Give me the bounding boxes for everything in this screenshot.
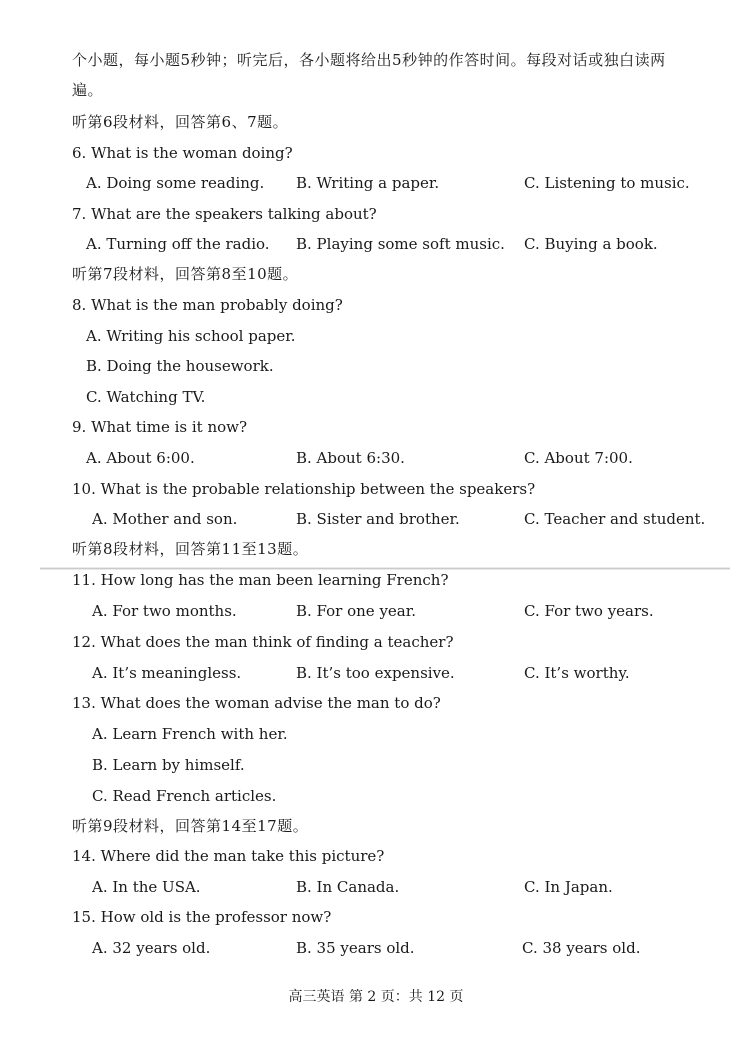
intro-line-2: 遍。 (72, 81, 104, 99)
question-14: 14. Where did the man take this picture? (72, 847, 385, 865)
question-11: 11. How long has the man been learning French? (72, 571, 449, 589)
question-14-option-b: B. In Canada. (296, 878, 400, 896)
question-12-option-b: B. It’s too expensive. (296, 664, 455, 682)
intro-line-1: 个小题，每小题5秒钟；听完后，各小题将给出5秒钟的作答时间。每段对话或独白读两 (72, 51, 666, 69)
question-13-option-c: C. Read French articles. (92, 787, 277, 805)
question-12-option-c: C. It’s worthy. (524, 664, 630, 682)
question-6-option-b: B. Writing a paper. (296, 174, 440, 192)
section-heading-8: 听第8段材料，回答第11至13题。 (72, 540, 309, 558)
question-13: 13. What does the woman advise the man to do? (72, 694, 441, 712)
question-8-option-b: B. Doing the housework. (86, 357, 274, 375)
question-13-option-a: A. Learn French with her. (92, 725, 288, 743)
page-footer: 高三英语 第 2 页：共 12 页 (288, 989, 464, 1005)
question-11-option-a: A. For two months. (92, 602, 237, 620)
question-11-option-b: B. For one year. (296, 602, 417, 620)
question-6-option-c: C. Listening to music. (524, 174, 690, 192)
question-12: 12. What does the man think of finding a teacher? (72, 633, 454, 651)
section-heading-9: 听第9段材料，回答第14至17题。 (72, 817, 309, 835)
question-9-option-a: A. About 6:00. (86, 449, 195, 467)
question-15-option-c: C. 38 years old. (522, 939, 641, 957)
question-12-option-a: A. It’s meaningless. (92, 664, 242, 682)
question-15-option-b: B. 35 years old. (296, 939, 415, 957)
question-14-option-a: A. In the USA. (92, 878, 201, 896)
question-6: 6. What is the woman doing? (72, 144, 293, 162)
question-9-option-b: B. About 6:30. (296, 449, 405, 467)
question-11-option-c: C. For two years. (524, 602, 654, 620)
question-10-option-a: A. Mother and son. (92, 510, 238, 528)
question-10-option-b: B. Sister and brother. (296, 510, 460, 528)
question-10: 10. What is the probable relationship between the speakers? (72, 480, 536, 498)
question-6-option-a: A. Doing some reading. (86, 174, 265, 192)
question-7-option-c: C. Buying a book. (524, 235, 658, 253)
section-heading-6: 听第6段材料，回答第6、7题。 (72, 113, 289, 131)
question-7-option-b: B. Playing some soft music. (296, 235, 505, 253)
question-9: 9. What time is it now? (72, 418, 248, 436)
question-15: 15. How old is the professor now? (72, 908, 332, 926)
question-15-option-a: A. 32 years old. (92, 939, 211, 957)
question-9-option-c: C. About 7:00. (524, 449, 633, 467)
question-7: 7. What are the speakers talking about? (72, 205, 377, 223)
section-heading-7: 听第7段材料，回答第8至10题。 (72, 265, 299, 283)
question-7-option-a: A. Turning off the radio. (86, 235, 270, 253)
question-13-option-b: B. Learn by himself. (92, 756, 245, 774)
question-8: 8. What is the man probably doing? (72, 296, 343, 314)
question-10-option-c: C. Teacher and student. (524, 510, 706, 528)
question-8-option-c: C. Watching TV. (86, 388, 206, 406)
question-8-option-a: A. Writing his school paper. (86, 327, 296, 345)
question-14-option-c: C. In Japan. (524, 878, 613, 896)
